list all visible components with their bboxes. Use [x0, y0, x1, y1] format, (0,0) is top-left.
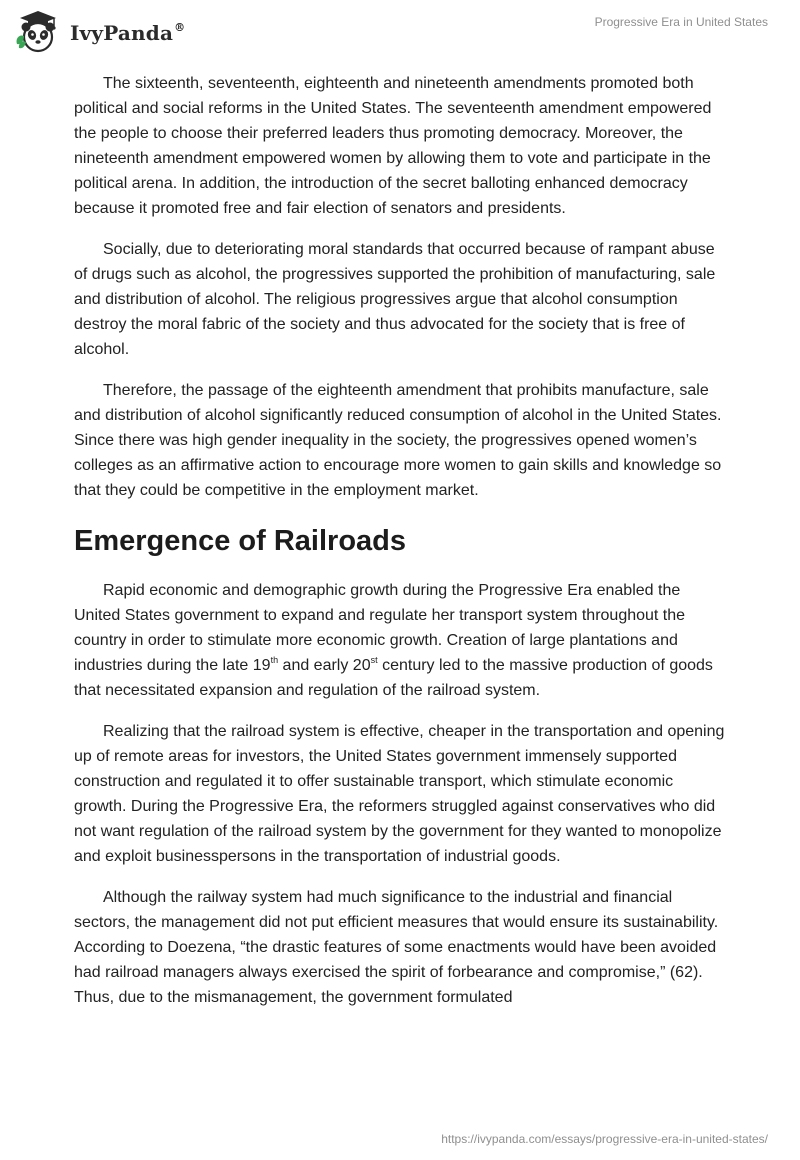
paragraph: The sixteenth, seventeenth, eighteenth and nineteenth amendments promoted both political and social reforms in the United States. The seventeenth amendment empowered the people to choose their preferred leaders thus promoting democracy. Moreover, the nineteenth amendment empowered women by allowing them to vote and participate in the political arena. In addition, the introduction of the secret balloting enhanced democracy because it promoted free and fair election of senators and presidents. — [74, 75, 712, 217]
source-url[interactable]: https://ivypanda.com/essays/progressive-era-in-united-states/ — [441, 1132, 768, 1146]
article-body — [74, 71, 728, 1026]
registered-mark: ® — [174, 21, 186, 34]
paragraph: Realizing that the railroad system is effective, cheaper in the transportation and opening up of remote areas for investors, the United States government immensely supported construction and regulated it to offer sustainable transport, which stimulate economic growth. During the Progressive Era, the reformers struggled against conservatives who did not want regulation of the railroad system by the government for they wanted to monopolize and exploit businesspersons in the transportation of industrial goods. — [74, 723, 725, 865]
page-header — [0, 0, 800, 62]
document-title: Progressive Era in United States — [594, 15, 768, 29]
paragraph: Therefore, the passage of the eighteenth amendment that prohibits manufacture, sale and distribution of alcohol significantly reduced consumption of alcohol in the United States. Since there was high gender inequality in the society, the progressives opened women’s colleges as an affirmative action to encourage more women to gain skills and knowledge so that they could be competitive in the employment market. — [74, 382, 722, 499]
brand-logo[interactable] — [14, 8, 185, 54]
paragraph: Socially, due to deteriorating moral standards that occurred because of rampant abuse of drugs such as alcohol, the progressives supported the prohibition of manufacturing, sale and distribution of alcohol. The religious progressives argue that alcohol consumption destroy the moral fabric of the society and thus advocated for the society that is free of alcohol. — [74, 241, 716, 358]
paragraph: Rapid economic and demographic growth during the Progressive Era enabled the United States government to expand and regulate her transport system throughout the country in order to stimulate more economic growth. Creation of large plantations and industries during the late 19th and early 20st century led to the massive production of goods that necessitated expansion and regulation of the railroad system. — [74, 582, 713, 699]
panda-logo-icon — [14, 8, 64, 54]
paragraph: Although the railway system had much significance to the industrial and financial sectors, the management did not put efficient measures that would ensure its sustainability. According to Doezena, “the drastic features of some enactments would have been avoided had railroad managers always exercised the spirit of forbearance and compromise,” (62). Thus, due to the mismanagement, the government formulated — [74, 889, 719, 1006]
section-heading: Emergence of Railroads — [74, 525, 406, 557]
brand-name: IvyPanda® — [70, 21, 186, 45]
